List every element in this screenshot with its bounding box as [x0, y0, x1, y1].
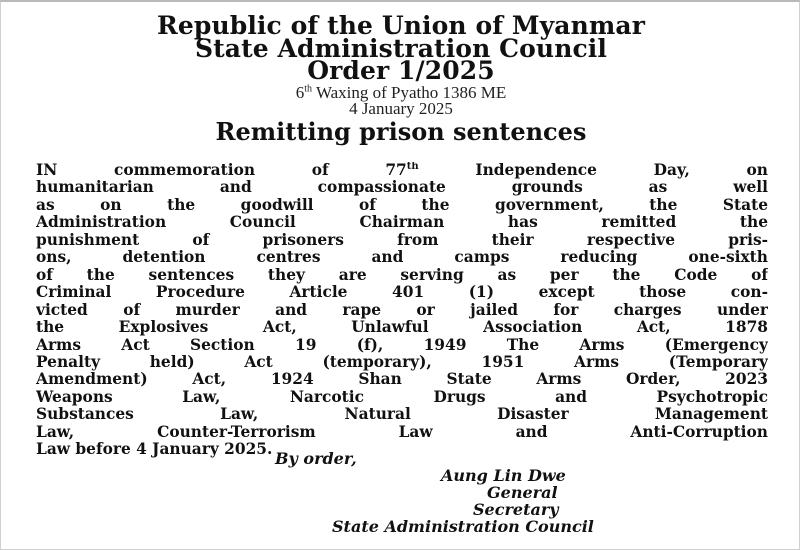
body-line: [36, 249, 768, 266]
body-line-text: punishment of prisoners from their respective pris-: [36, 231, 768, 249]
body-line-text: the Explosives Act, Unlawful Association Act, 1878: [36, 319, 768, 337]
body-line-text: Penalty held) Act (temporary), 1951 Arms (Temporary: [36, 353, 768, 371]
body-line: [36, 302, 768, 319]
body-line-text: Amendment) Act, 1924 Shan State Arms Order, 2023: [36, 371, 768, 389]
body-line: [36, 197, 768, 214]
gregorian-date: 4 January 2025: [349, 99, 453, 118]
body-line-text: ons, detention centres and camps reducing one-sixth: [36, 249, 768, 267]
myanmar-date-day: 6: [295, 83, 305, 102]
body-line-text: IN commemoration of 77: [36, 162, 407, 179]
signatory-title: Secretary: [473, 500, 559, 519]
body-line: [36, 424, 768, 441]
body-line-text: Weapons Law, Narcotic Drugs and Psychotropic: [36, 388, 768, 406]
body-line-text: Arms Act Section 19 (f), 1949 The Arms (Emergency: [36, 336, 768, 354]
body-line: [36, 232, 768, 249]
body-line: [36, 162, 768, 179]
header-country: Republic of the Union of Myanmar: [157, 11, 645, 40]
body-line: [36, 284, 768, 301]
header-council: State Administration Council: [195, 34, 607, 63]
body-line: [36, 406, 768, 423]
body-line-text: Law, Counter-Terrorism Law and Anti-Corruption: [36, 423, 768, 441]
signatory-name: Aung Lin Dwe: [441, 466, 566, 485]
body-line-text: of the sentences they are serving as per the Code of: [36, 266, 768, 284]
body-line-text: victed of murder and rape or jailed for charges under: [36, 301, 768, 319]
body-line: [36, 214, 768, 231]
body-line-text: Administration Council Chairman has remitted the: [36, 214, 768, 232]
body-line: [36, 267, 768, 284]
header-order-number: Order 1/2025: [307, 56, 495, 85]
body-line: [36, 179, 768, 196]
myanmar-date-rest: Waxing of Pyatho 1386 ME: [312, 83, 507, 102]
body-line: [36, 337, 768, 354]
order-body: [36, 162, 768, 459]
order-subject: Remitting prison sentences: [215, 117, 587, 146]
myanmar-date-suffix: th: [304, 83, 312, 95]
ordinal-suffix: th: [406, 162, 419, 172]
body-line: [36, 371, 768, 388]
signatory-rank: General: [487, 483, 558, 502]
body-line: [36, 389, 768, 406]
body-line-text: Substances Law, Natural Disaster Management: [36, 406, 768, 424]
body-line: [36, 319, 768, 336]
body-line-text: humanitarian and compassionate grounds as well: [36, 179, 768, 197]
body-line-text: Criminal Procedure Article 401 (1) except those con-: [36, 284, 768, 302]
body-line-text-cont: Independence Day, on: [418, 162, 768, 179]
body-line: [36, 354, 768, 371]
body-line-text: Law before 4 January 2025.: [36, 441, 273, 459]
body-line: [36, 441, 768, 458]
by-order-label: By order,: [275, 449, 357, 468]
signatory-organization: State Administration Council: [332, 517, 594, 536]
body-line-text: as on the goodwill of the government, the State: [36, 196, 768, 214]
